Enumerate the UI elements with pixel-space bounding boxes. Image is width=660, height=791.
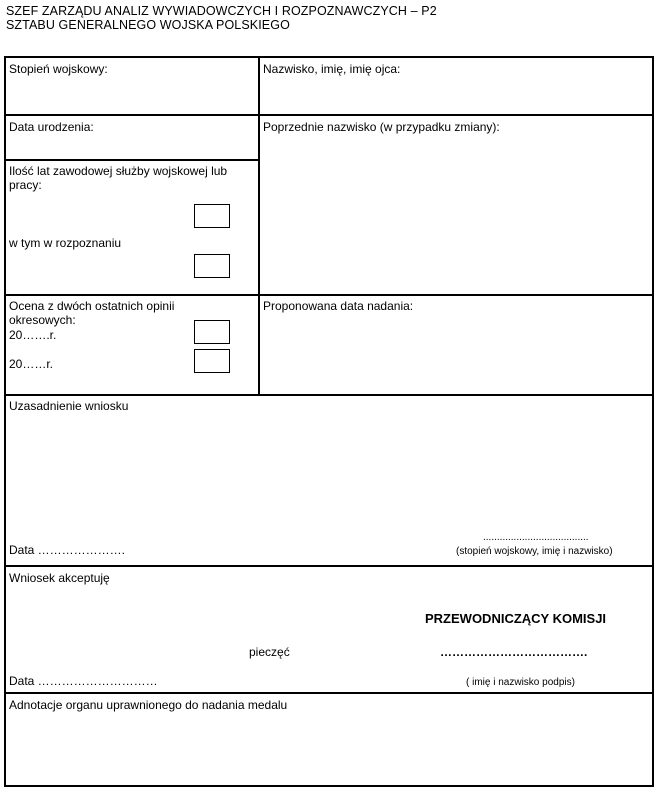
divider xyxy=(4,565,654,567)
evaluation-box-1[interactable] xyxy=(194,320,230,344)
justification-signature-caption: (stopień wojskowy, imię i nazwisko) xyxy=(456,546,613,557)
previous-name-label: Poprzednie nazwisko (w przypadku zmiany): xyxy=(263,120,500,134)
service-years-box[interactable] xyxy=(194,204,230,228)
proposed-date-label: Proponowana data nadania: xyxy=(263,299,414,313)
evaluation-label: Ocena z dwóch ostatnich opinii okresowych: xyxy=(9,299,175,327)
chairman-signature-dots: ………………………………. xyxy=(440,645,588,659)
service-years-label: Ilość lat zawodowej służby wojskowej lub pracy: xyxy=(9,164,228,192)
divider xyxy=(258,114,654,116)
stamp-label: pieczęć xyxy=(249,645,290,659)
acceptance-date-label: Data ………………………… xyxy=(9,674,158,688)
justification-date-label: Data …………………. xyxy=(9,543,126,557)
justification-title: Uzasadnienie wniosku xyxy=(9,399,129,413)
acceptance-title: Wniosek akceptuję xyxy=(9,571,110,585)
column-divider xyxy=(258,56,260,395)
recon-years-box[interactable] xyxy=(194,254,230,278)
birth-date-label: Data urodzenia: xyxy=(9,120,94,134)
justification-signature-dots: ...................................... xyxy=(483,532,589,543)
header-line-2: SZTABU GENERALNEGO WOJSKA POLSKIEGO xyxy=(6,18,290,32)
name-label: Nazwisko, imię, imię ojca: xyxy=(263,62,401,76)
divider xyxy=(4,692,654,694)
divider xyxy=(4,294,654,296)
divider xyxy=(4,159,258,161)
year-1-label: 20…….r. xyxy=(9,328,57,342)
recon-years-label: w tym w rozpoznaniu xyxy=(9,236,122,250)
chairman-title: PRZEWODNICZĄCY KOMISJI xyxy=(425,611,607,626)
annotations-title: Adnotacje organu uprawnionego do nadania medalu xyxy=(9,698,288,712)
header-line-1: SZEF ZARZĄDU ANALIZ WYWIADOWCZYCH I ROZPOZNAWCZYCH – P2 xyxy=(6,4,437,18)
year-2-label: 20……r. xyxy=(9,357,54,371)
divider xyxy=(4,394,654,396)
rank-label: Stopień wojskowy: xyxy=(9,62,108,76)
acceptance-signature-caption: ( imię i nazwisko podpis) xyxy=(466,677,575,688)
divider xyxy=(4,114,258,116)
evaluation-box-2[interactable] xyxy=(194,349,230,373)
